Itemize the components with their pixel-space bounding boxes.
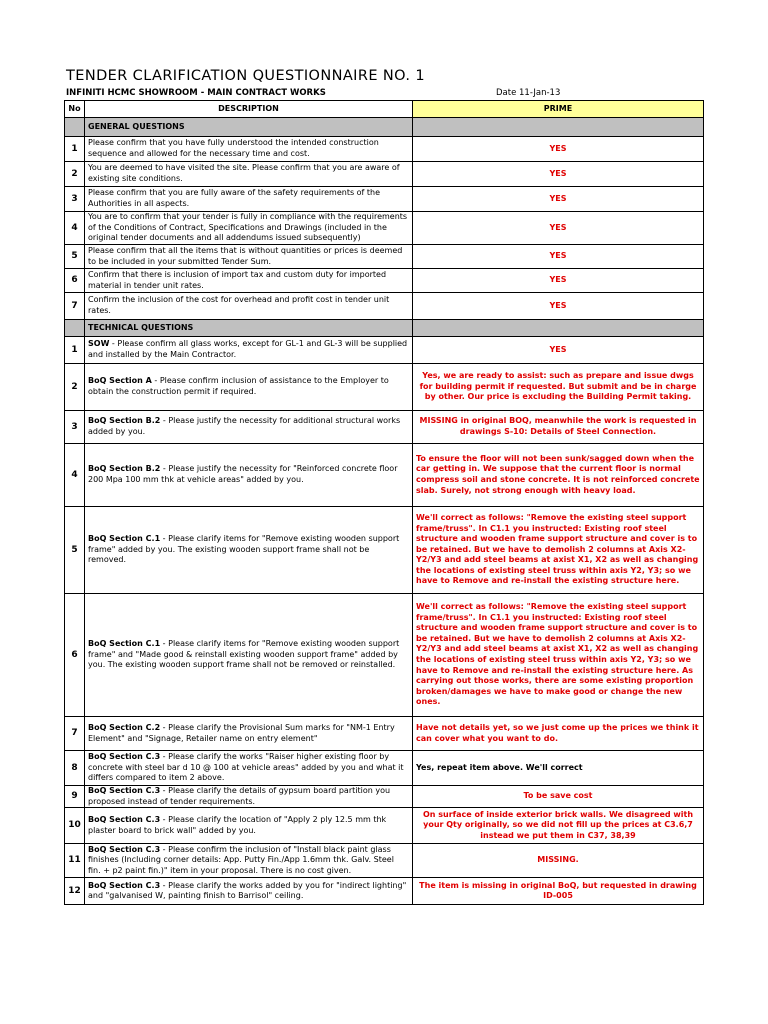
header-no: No	[65, 101, 85, 118]
boq-section-label: SOW	[88, 339, 110, 349]
technical-question-row	[65, 594, 704, 717]
boq-section-label: BoQ Section C.1	[88, 639, 161, 649]
question-description	[85, 786, 413, 808]
prime-answer: MISSING in original BOQ, meanwhile the work is requested in drawings S-10: Details of Steel Connection.	[413, 411, 704, 444]
question-text: Please confirm that you are fully aware of the safety requirements of the Authorities in all aspects.	[88, 188, 381, 208]
row-number: 7	[65, 293, 85, 320]
prime-answer: YES	[413, 162, 704, 187]
prime-answer: MISSING.	[413, 844, 704, 878]
prime-answer: YES	[413, 337, 704, 364]
boq-section-label: BoQ Section C.3	[88, 844, 161, 854]
boq-section-label: BoQ Section C.3	[88, 752, 161, 762]
question-description	[85, 751, 413, 786]
prime-answer: YES	[413, 245, 704, 269]
question-text: Confirm that there is inclusion of import tax and custom duty for imported material in tender unit rates.	[88, 269, 387, 290]
prime-answer: To be save cost	[413, 786, 704, 808]
technical-question-row	[65, 411, 704, 444]
section-title-technical: TECHNICAL QUESTIONS	[85, 320, 413, 337]
technical-question-row	[65, 507, 704, 594]
general-question-row	[65, 245, 704, 269]
technical-question-row	[65, 364, 704, 411]
prime-answer: Yes, repeat item above. We'll correct	[413, 751, 704, 786]
question-description	[85, 717, 413, 751]
question-description	[85, 507, 413, 594]
row-number: 11	[65, 844, 85, 878]
boq-section-label: BoQ Section C.3	[88, 880, 161, 890]
row-number: 6	[65, 594, 85, 717]
row-number: 12	[65, 878, 85, 905]
question-description	[85, 411, 413, 444]
boq-section-label: BoQ Section C.3	[88, 786, 161, 795]
prime-answer: The item is missing in original BoQ, but requested in drawing ID-005	[413, 878, 704, 905]
question-description	[85, 337, 413, 364]
question-description	[85, 808, 413, 844]
boq-section-label: BoQ Section C.1	[88, 534, 161, 544]
question-text: - Please clarify items for "Remove existing wooden support frame" and "Made good & reinstall existing wooden support frame" added by you. The existing wooden support frame shall not be removed or reinstalled.	[88, 639, 400, 670]
prime-answer: YES	[413, 187, 704, 212]
boq-section-label: BoQ Section B.2	[88, 416, 161, 426]
prime-answer: YES	[413, 269, 704, 293]
question-text: - Please confirm the inclusion of "Install black paint glass finishes (Including corner details: App. Putty Fin./App 1.6mm thk. Galv. Steel fin. + p2 paint fin.)" item in your proposal. There is no cost given.	[88, 844, 394, 875]
row-number: 4	[65, 444, 85, 507]
technical-question-row	[65, 444, 704, 507]
prime-answer: YES	[413, 212, 704, 245]
row-number: 3	[65, 187, 85, 212]
boq-section-label: BoQ Section A	[88, 376, 152, 386]
technical-question-row	[65, 808, 704, 844]
section-row-technical	[65, 320, 704, 337]
prime-answer: YES	[413, 293, 704, 320]
prime-answer: We'll correct as follows: "Remove the existing steel support frame/truss". In C1.1 you instructed: Existing roof steel structure and wooden frame support structure and cover is to be retained. But we have to demolish 2 columns at Axis X2-Y2/Y3 and add steel beams at axist X1, X2 as well as changing the locations of existing steel truss within axis Y2, Y3; so we have to Remove and re-install the existing structure here.	[413, 507, 704, 594]
project-name: INFINITI HCMC SHOWROOM - MAIN CONTRACT WORKS	[66, 88, 326, 98]
row-number: 5	[65, 507, 85, 594]
question-text: Confirm the inclusion of the cost for overhead and profit cost in tender unit rates.	[88, 295, 390, 315]
question-text: You are to confirm that your tender is fully in compliance with the requirements of the Conditions of Contract, Specifications and Drawings (included in the original tender documents and all addendums issued subsequently)	[88, 212, 408, 243]
technical-question-row	[65, 786, 704, 808]
technical-question-row	[65, 878, 704, 905]
header-description: DESCRIPTION	[85, 101, 413, 118]
general-question-row	[65, 162, 704, 187]
technical-questions-body	[65, 337, 704, 905]
row-number: 8	[65, 751, 85, 786]
general-questions-body	[65, 137, 704, 320]
row-number: 2	[65, 162, 85, 187]
row-number: 5	[65, 245, 85, 269]
question-text: - Please confirm all glass works, except for GL-1 and GL-3 will be supplied and installed by the Main Contractor.	[88, 339, 408, 359]
question-text: - Please clarify items for "Remove existing wooden support frame" added by you. The existing wooden support frame shall not be removed.	[88, 534, 400, 565]
boq-section-label: BoQ Section C.3	[88, 815, 161, 825]
prime-answer: YES	[413, 137, 704, 162]
prime-answer: Have not details yet, so we just come up the prices we think it can cover what you want to do.	[413, 717, 704, 751]
question-description	[85, 137, 413, 162]
table-header-row	[65, 101, 704, 118]
question-description	[85, 162, 413, 187]
row-number: 1	[65, 137, 85, 162]
question-text: - Please confirm inclusion of assistance to the Employer to obtain the construction permit if required.	[88, 376, 389, 396]
header-prime: PRIME	[413, 101, 704, 118]
questionnaire-table	[64, 100, 704, 905]
document-title: TENDER CLARIFICATION QUESTIONNAIRE NO. 1	[66, 68, 426, 84]
general-question-row	[65, 269, 704, 293]
question-text: - Please clarify the Provisional Sum marks for "NM-1 Entry Element" and "Signage, Retailer name on entry element"	[88, 722, 395, 743]
technical-question-row	[65, 844, 704, 878]
row-number: 6	[65, 269, 85, 293]
question-text: - Please clarify the works "Raiser higher existing floor by concrete with steel bar d 10 @ 100 at vehicle areas" added by you and what it differs compared to item 2 above.	[88, 752, 404, 783]
document-date: Date 11-Jan-13	[496, 88, 561, 98]
general-question-row	[65, 293, 704, 320]
question-description	[85, 212, 413, 245]
section-title-general: GENERAL QUESTIONS	[85, 118, 413, 137]
technical-question-row	[65, 751, 704, 786]
question-description	[85, 878, 413, 905]
question-description	[85, 269, 413, 293]
row-number: 10	[65, 808, 85, 844]
general-question-row	[65, 212, 704, 245]
question-text: Please confirm that you have fully understood the intended construction sequence and allowed for the necessary time and cost.	[88, 138, 379, 158]
boq-section-label: BoQ Section B.2	[88, 464, 161, 474]
question-description	[85, 293, 413, 320]
technical-question-row	[65, 717, 704, 751]
general-question-row	[65, 137, 704, 162]
prime-answer: Yes, we are ready to assist: such as prepare and issue dwgs for building permit if requested. But submit and be in charge by other. Our price is excluding the Building Permit taking.	[413, 364, 704, 411]
prime-answer: On surface of inside exterior brick walls. We disagreed with your Qty originally, so we did not fill up the prices at C3.6,7 instead we put them in C37, 38,39	[413, 808, 704, 844]
question-description	[85, 187, 413, 212]
prime-answer: We'll correct as follows: "Remove the existing steel support frame/truss". In C1.1 you instructed: Existing roof steel structure and wooden frame support structure and cover is to be retained. But we have to demolish 2 columns at Axis X2-Y2/Y3 and add steel beams at axist X1, X2 as well as changing the locations of existing steel truss within axis Y2, Y3; so we have to Remove and re-install the existing structure here. As carrying out those works, there are some existing proportion broken/damages we have to make good or change the new ones.	[413, 594, 704, 717]
question-description	[85, 245, 413, 269]
question-text: - Please clarify the works added by you for "indirect lighting" and "galvanised W, painting finish to Barrisol" ceiling.	[88, 880, 407, 901]
question-text: - Please justify the necessity for "Reinforced concrete floor 200 Mpa 100 mm thk at vehicle areas" added by you.	[88, 464, 398, 484]
row-number: 1	[65, 337, 85, 364]
row-number: 2	[65, 364, 85, 411]
question-description	[85, 444, 413, 507]
technical-question-row	[65, 337, 704, 364]
question-text: - Please justify the necessity for additional structural works added by you.	[88, 416, 401, 436]
prime-answer: To ensure the floor will not been sunk/sagged down when the car getting in. We suppose that the current floor is normal compress soil and stone concrete. It is not reinforced concrete slab. Surely, not strong enough with heavy load.	[413, 444, 704, 507]
question-text: You are deemed to have visited the site. Please confirm that you are aware of existing site conditions.	[88, 163, 400, 183]
row-number: 9	[65, 786, 85, 808]
question-description	[85, 364, 413, 411]
question-text: Please confirm that all the items that is without quantities or prices is deemed to be included in your submitted Tender Sum.	[88, 245, 403, 266]
row-number: 4	[65, 212, 85, 245]
row-number: 7	[65, 717, 85, 751]
question-text: - Please clarify the details of gypsum board partition you proposed instead of tender requirements.	[88, 786, 391, 806]
section-row-general	[65, 118, 704, 137]
row-number: 3	[65, 411, 85, 444]
question-description	[85, 594, 413, 717]
question-description	[85, 844, 413, 878]
boq-section-label: BoQ Section C.2	[88, 722, 161, 732]
question-text: - Please clarify the location of "Apply 2 ply 12.5 mm thk plaster board to brick wall" added by you.	[88, 815, 387, 835]
general-question-row	[65, 187, 704, 212]
